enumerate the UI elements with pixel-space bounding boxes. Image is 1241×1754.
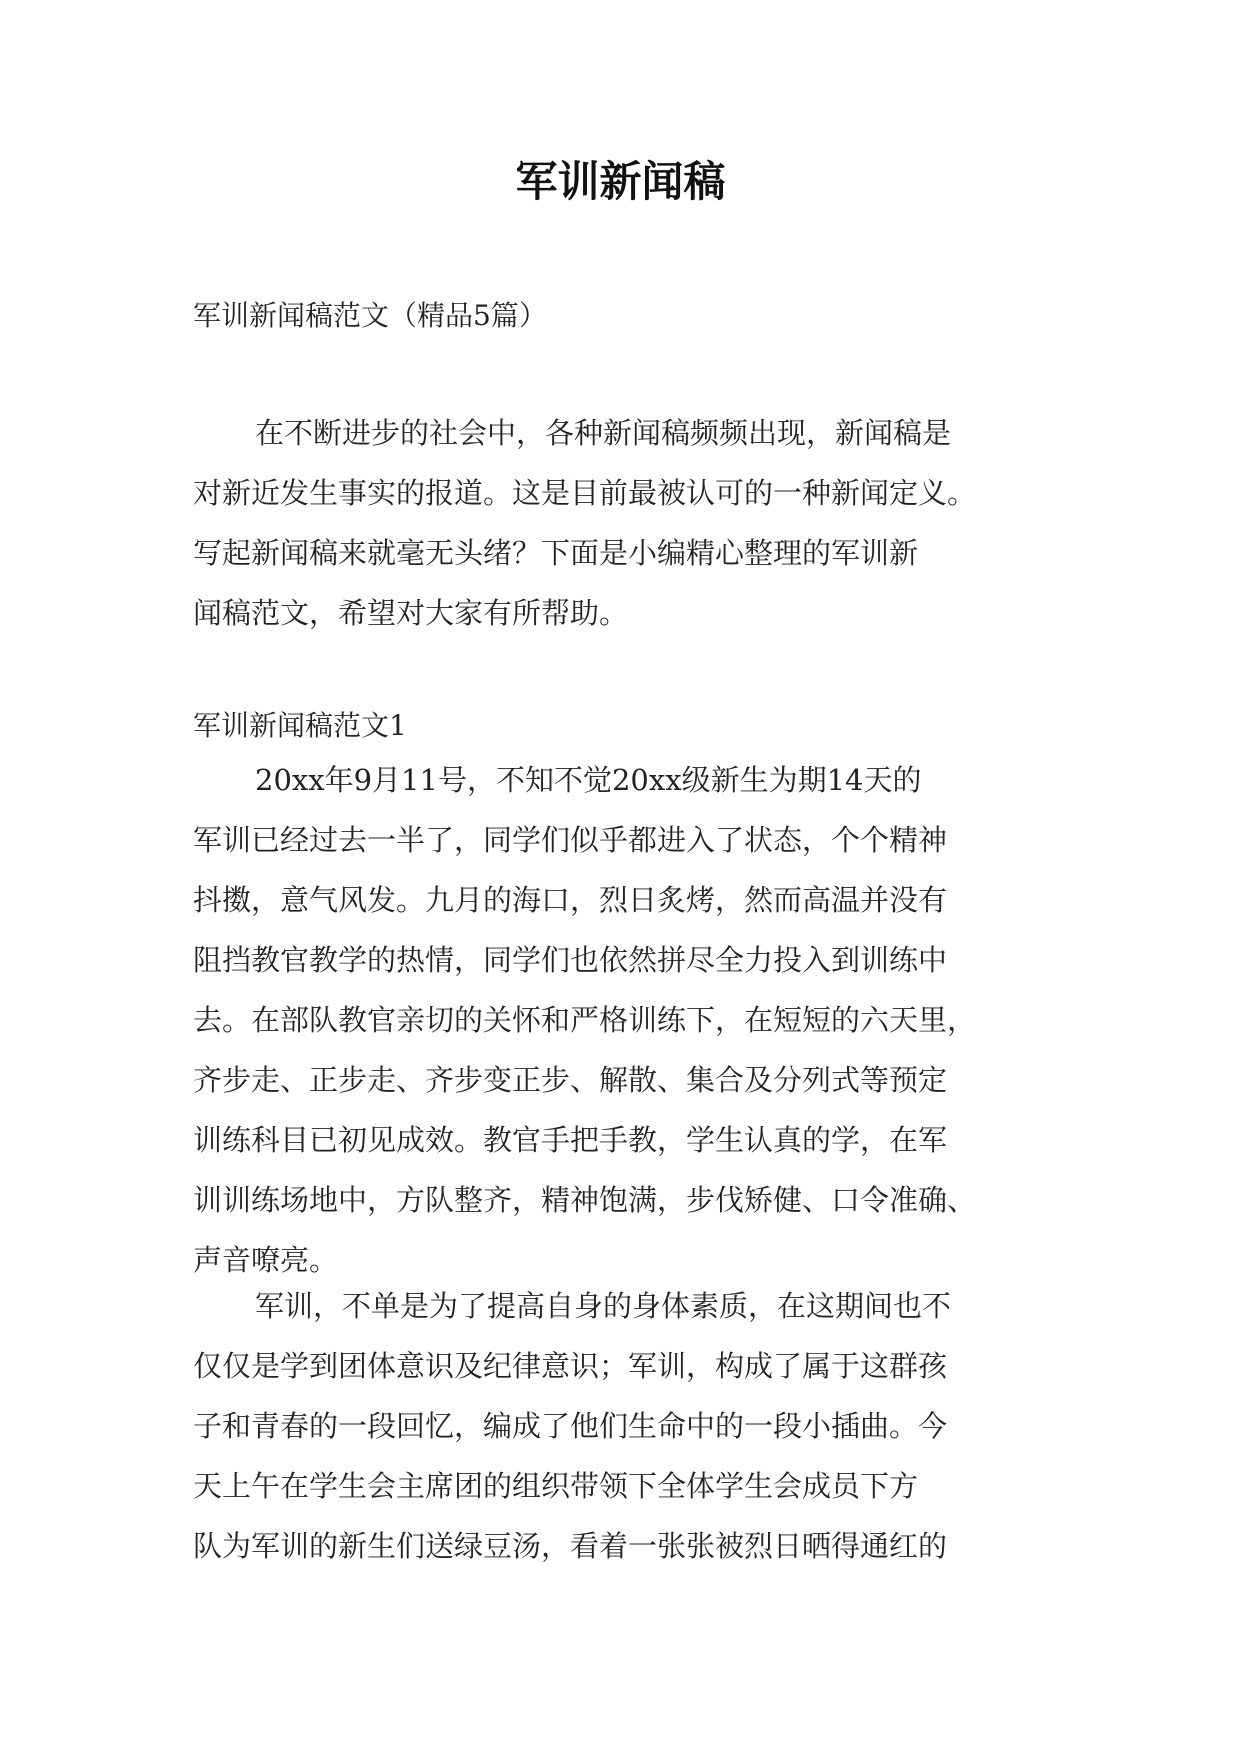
paragraph-line: 军训，不单是为了提高自身的身体素质，在这期间也不 bbox=[255, 1289, 952, 1323]
intro-line: 闻稿范文，希望对大家有所帮助。 bbox=[193, 596, 629, 630]
paragraph-line: 子和青春的一段回忆，编成了他们生命中的一段小插曲。今 bbox=[193, 1409, 948, 1443]
paragraph-line: 仅仅是学到团体意识及纪律意识；军训，构成了属于这群孩 bbox=[193, 1349, 948, 1383]
paragraph-line: 队为军训的新生们送绿豆汤，看着一张张被烈日晒得通红的 bbox=[193, 1529, 948, 1563]
paragraph-line: 军训已经过去一半了，同学们似乎都进入了状态，个个精神 bbox=[193, 823, 948, 857]
body-paragraph-1 bbox=[193, 750, 1055, 1290]
paragraph-line: 去。在部队教官亲切的关怀和严格训练下，在短短的六天里， bbox=[193, 1003, 977, 1037]
body-paragraph-2 bbox=[193, 1276, 1055, 1576]
paragraph-line: 20xx年9月11号，不知不觉20xx级新生为期14天的 bbox=[255, 763, 922, 797]
intro-paragraph bbox=[193, 403, 1055, 643]
section-heading: 军训新闻稿范文1 bbox=[193, 709, 407, 742]
paragraph-line: 训训练场地中，方队整齐，精神饱满，步伐矫健、口令准确、 bbox=[193, 1183, 977, 1217]
paragraph-line: 声音嘹亮。 bbox=[193, 1243, 339, 1277]
paragraph-line: 训练科目已初见成效。教官手把手教，学生认真的学，在军 bbox=[193, 1123, 948, 1157]
intro-line: 对新近发生事实的报道。这是目前最被认可的一种新闻定义。 bbox=[193, 476, 977, 510]
document-subtitle: 军训新闻稿范文（精品5篇） bbox=[193, 299, 547, 332]
paragraph-line: 抖擞，意气风发。九月的海口，烈日炙烤，然而高温并没有 bbox=[193, 883, 948, 917]
document-title: 军训新闻稿 bbox=[515, 157, 726, 206]
intro-line: 在不断进步的社会中，各种新闻稿频频出现，新闻稿是 bbox=[255, 416, 952, 450]
paragraph-line: 天上午在学生会主席团的组织带领下全体学生会成员下方 bbox=[193, 1469, 919, 1503]
intro-line: 写起新闻稿来就毫无头绪？下面是小编精心整理的军训新 bbox=[193, 536, 919, 570]
paragraph-line: 阻挡教官教学的热情，同学们也依然拼尽全力投入到训练中 bbox=[193, 943, 948, 977]
paragraph-line: 齐步走、正步走、齐步变正步、解散、集合及分列式等预定 bbox=[193, 1063, 948, 1097]
